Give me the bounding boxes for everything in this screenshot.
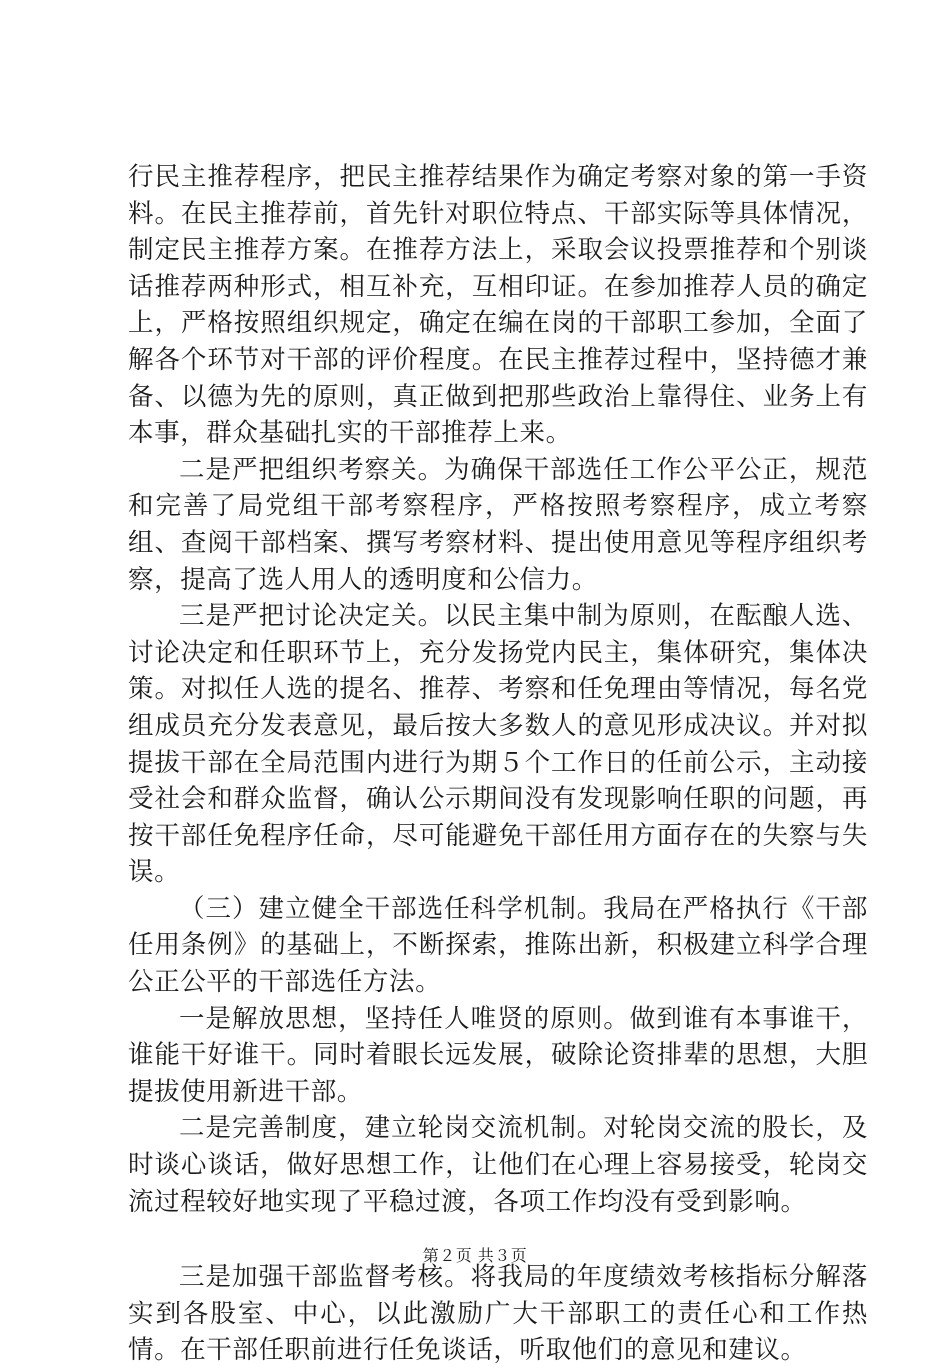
paragraph-continuation: 行民主推荐程序，把民主推荐结果作为确定考察对象的第一手资料。在民主推荐前，首先针对职位特点、干部实际等具体情况，制定民主推荐方案。在推荐方法上，采取会议投票推荐和个别谈话推荐两种形式，相互补充，互相印证。在参加推荐人员的确定上，严格按照组织规定，确定在编在岗的干部职工参加，全面了解各个环节对干部的评价程度。在民主推荐过程中，坚持德才兼备、以德为先的原则，真正做到把那些政治上靠得住、业务上有本事，群众基础扎实的干部推荐上来。	[128, 162, 868, 449]
page-number-footer: 第２页 共３页	[422, 1246, 528, 1265]
document-body	[128, 159, 868, 1369]
paragraph-organization-review: 二是严把组织考察关。为确保干部选任工作公平公正，规范和完善了局党组干部考察程序，严格按照考察程序，成立考察组、查阅干部档案、撰写考察材料、提出使用意见等程序组织考察，提高了选人用人的透明度和公信力。	[128, 454, 868, 595]
paragraph-discussion-decision: 三是严把讨论决定关。以民主集中制为原则，在酝酿人选、讨论决定和任职环节上，充分发扬党内民主，集体研究，集体决策。对拟任人选的提名、推荐、考察和任免理由等情况，每名党组成员充分发表意见，最后按大多数人的意见形成决议。并对拟提拔干部在全局范围内进行为期５个工作日的任前公示，主动接受社会和群众监督，确认公示期间没有发现影响任职的问题，再按干部任免程序任命，尽可能避免干部任用方面存在的失察与失误。	[128, 601, 868, 888]
paragraph-supervision-assessment: 三是加强干部监督考核。将我局的年度绩效考核指标分解落实到各股室、中心，以此激励广大干部职工的责任心和工作热情。在干部任职前进行任免谈话，听取他们的意见和建议。	[128, 1262, 868, 1366]
paragraph-section-three-heading: （三）建立健全干部选任科学机制。我局在严格执行《干部任用条例》的基础上，不断探索，推陈出新，积极建立科学合理公正公平的干部选任方法。	[128, 893, 868, 998]
paragraph-emancipate-mind: 一是解放思想，坚持任人唯贤的原则。做到谁有本事谁干，谁能干好谁干。同时着眼长远发展，破除论资排辈的思想，大胆提拔使用新进干部。	[128, 1003, 868, 1107]
paragraph-rotation-mechanism: 二是完善制度，建立轮岗交流机制。对轮岗交流的股长，及时谈心谈话，做好思想工作，让他们在心理上容易接受，轮岗交流过程较好地实现了平稳过渡，各项工作均没有受到影响。	[128, 1113, 868, 1217]
